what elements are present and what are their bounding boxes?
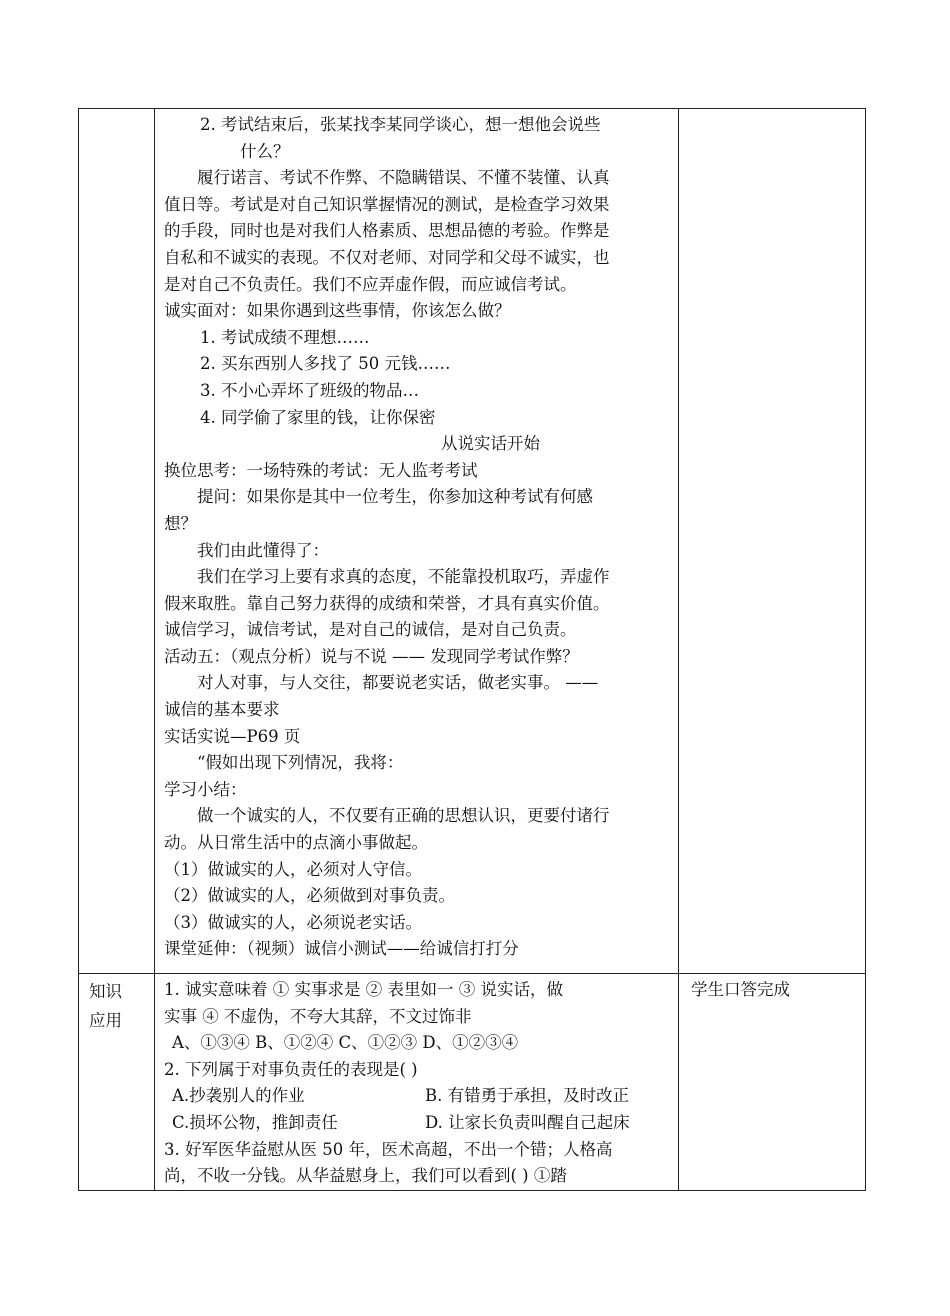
text-line: 对人对事，与人交往，都要说老实话，做老实事。 —— — [197, 673, 599, 693]
list-item: 3. 不小心弄坏了班级的物品… — [200, 380, 419, 400]
activity-note: 学生口答完成 — [691, 980, 790, 999]
table-row — [79, 974, 866, 1191]
text-line: 履行诺言、考试不作弊、不隐瞒错误、不懂不装懂、认真 — [197, 168, 610, 188]
list-item: （2）做诚实的人，必须做到对事负责。 — [164, 886, 455, 906]
list-item: 2. 买东西别人多找了 50 元钱…… — [200, 354, 451, 374]
question-line: 尚，不收一分钱。从华益慰身上，我们可以看到( ) ①踏 — [164, 1166, 567, 1186]
row1-content-cell — [155, 109, 679, 974]
list-item: 4. 同学偷了家里的钱，让你保密 — [200, 407, 436, 427]
answer-options — [164, 1083, 670, 1110]
list-item: 1. 考试成绩不理想…… — [200, 327, 370, 347]
text-line: 的手段，同时也是对我们人格素质、思想品德的考验。作弊是 — [164, 221, 610, 241]
text-line: 我们在学习上要有求真的态度，不能靠投机取巧，弄虚作 — [197, 567, 610, 587]
section-heading: 从说实话开始 — [441, 434, 540, 454]
row1-label-cell — [79, 109, 155, 974]
row1-note-cell — [679, 109, 866, 974]
text-line: 值日等。考试是对自己知识掌握情况的测试，是检查学习效果 — [164, 194, 610, 214]
list-item: （3）做诚实的人，必须说老实话。 — [164, 912, 422, 932]
question-line: 1. 诚实意味着 ① 实事求是 ② 表里如一 ③ 说实话，做 — [164, 980, 563, 999]
text-line: 我们由此懂得了： — [197, 540, 329, 560]
question-line: 3. 好军医华益慰从医 50 年，医术高超，不出一个错；人格高 — [164, 1139, 613, 1159]
text-line: 想？ — [164, 513, 197, 533]
option-c: C.损坏公物，推卸责任 — [172, 1112, 338, 1132]
text-line: 诚信学习，诚信考试，是对自己的诚信，是对自己负责。 — [164, 620, 577, 640]
answer-options — [164, 1110, 670, 1137]
text-line: 实话实说—P69 页 — [164, 726, 301, 746]
text-line: 动。从日常生活中的点滴小事做起。 — [164, 833, 428, 853]
row-label: 知识 — [89, 982, 122, 1001]
text-line: 诚实面对：如果你遇到这些事情，你该怎么做？ — [164, 301, 511, 321]
text-line: 什么？ — [240, 141, 290, 161]
option-d: D. 让家长负责叫醒自己起床 — [425, 1112, 630, 1132]
row2-content-cell — [155, 974, 679, 1191]
text-line: 假来取胜。靠自己努力获得的成绩和荣誉，才具有真实价值。 — [164, 593, 610, 613]
text-line: 诚信的基本要求 — [164, 700, 280, 720]
question-line: 实事 ④ 不虚伪，不夸大其辞，不文过饰非 — [164, 1006, 472, 1026]
option-b: B. 有错勇于承担，及时改正 — [425, 1086, 630, 1106]
table-row — [79, 109, 866, 974]
list-item: （1）做诚实的人，必须对人守信。 — [164, 859, 422, 879]
text-line: 课堂延伸：（视频）诚信小测试——给诚信打打分 — [164, 939, 519, 959]
text-line: 做一个诚实的人，不仅要有正确的思想认识，更要付诸行 — [197, 806, 610, 826]
text-line: 提问：如果你是其中一位考生，你参加这种考试有何感 — [197, 487, 593, 507]
row-label: 应用 — [89, 1011, 122, 1030]
text-line: 2. 考试结束后，张某找李某同学谈心，想一想他会说些 — [200, 115, 601, 134]
text-line: 换位思考：一场特殊的考试：无人监考考试 — [164, 460, 478, 480]
answer-options: A、①③④ B、①②④ C、①②③ D、①②③④ — [172, 1033, 519, 1053]
row2-note-cell — [679, 974, 866, 1191]
text-line: “假如出现下列情况，我将： — [197, 753, 404, 773]
text-line: 自私和不诚实的表现。不仅对老师、对同学和父母不诚实，也 — [164, 247, 610, 267]
text-line: 活动五：（观点分析）说与不说 —— 发现同学考试作弊？ — [164, 646, 579, 666]
row2-label-cell — [79, 974, 155, 1191]
text-line: 学习小结： — [164, 779, 247, 799]
text-line: 是对自己不负责任。我们不应弄虚作假，而应诚信考试。 — [164, 274, 577, 294]
lesson-plan-table — [78, 108, 866, 1191]
question-line: 2. 下列属于对事负责任的表现是( ) — [164, 1059, 418, 1079]
option-a: A.抄袭别人的作业 — [172, 1086, 305, 1106]
